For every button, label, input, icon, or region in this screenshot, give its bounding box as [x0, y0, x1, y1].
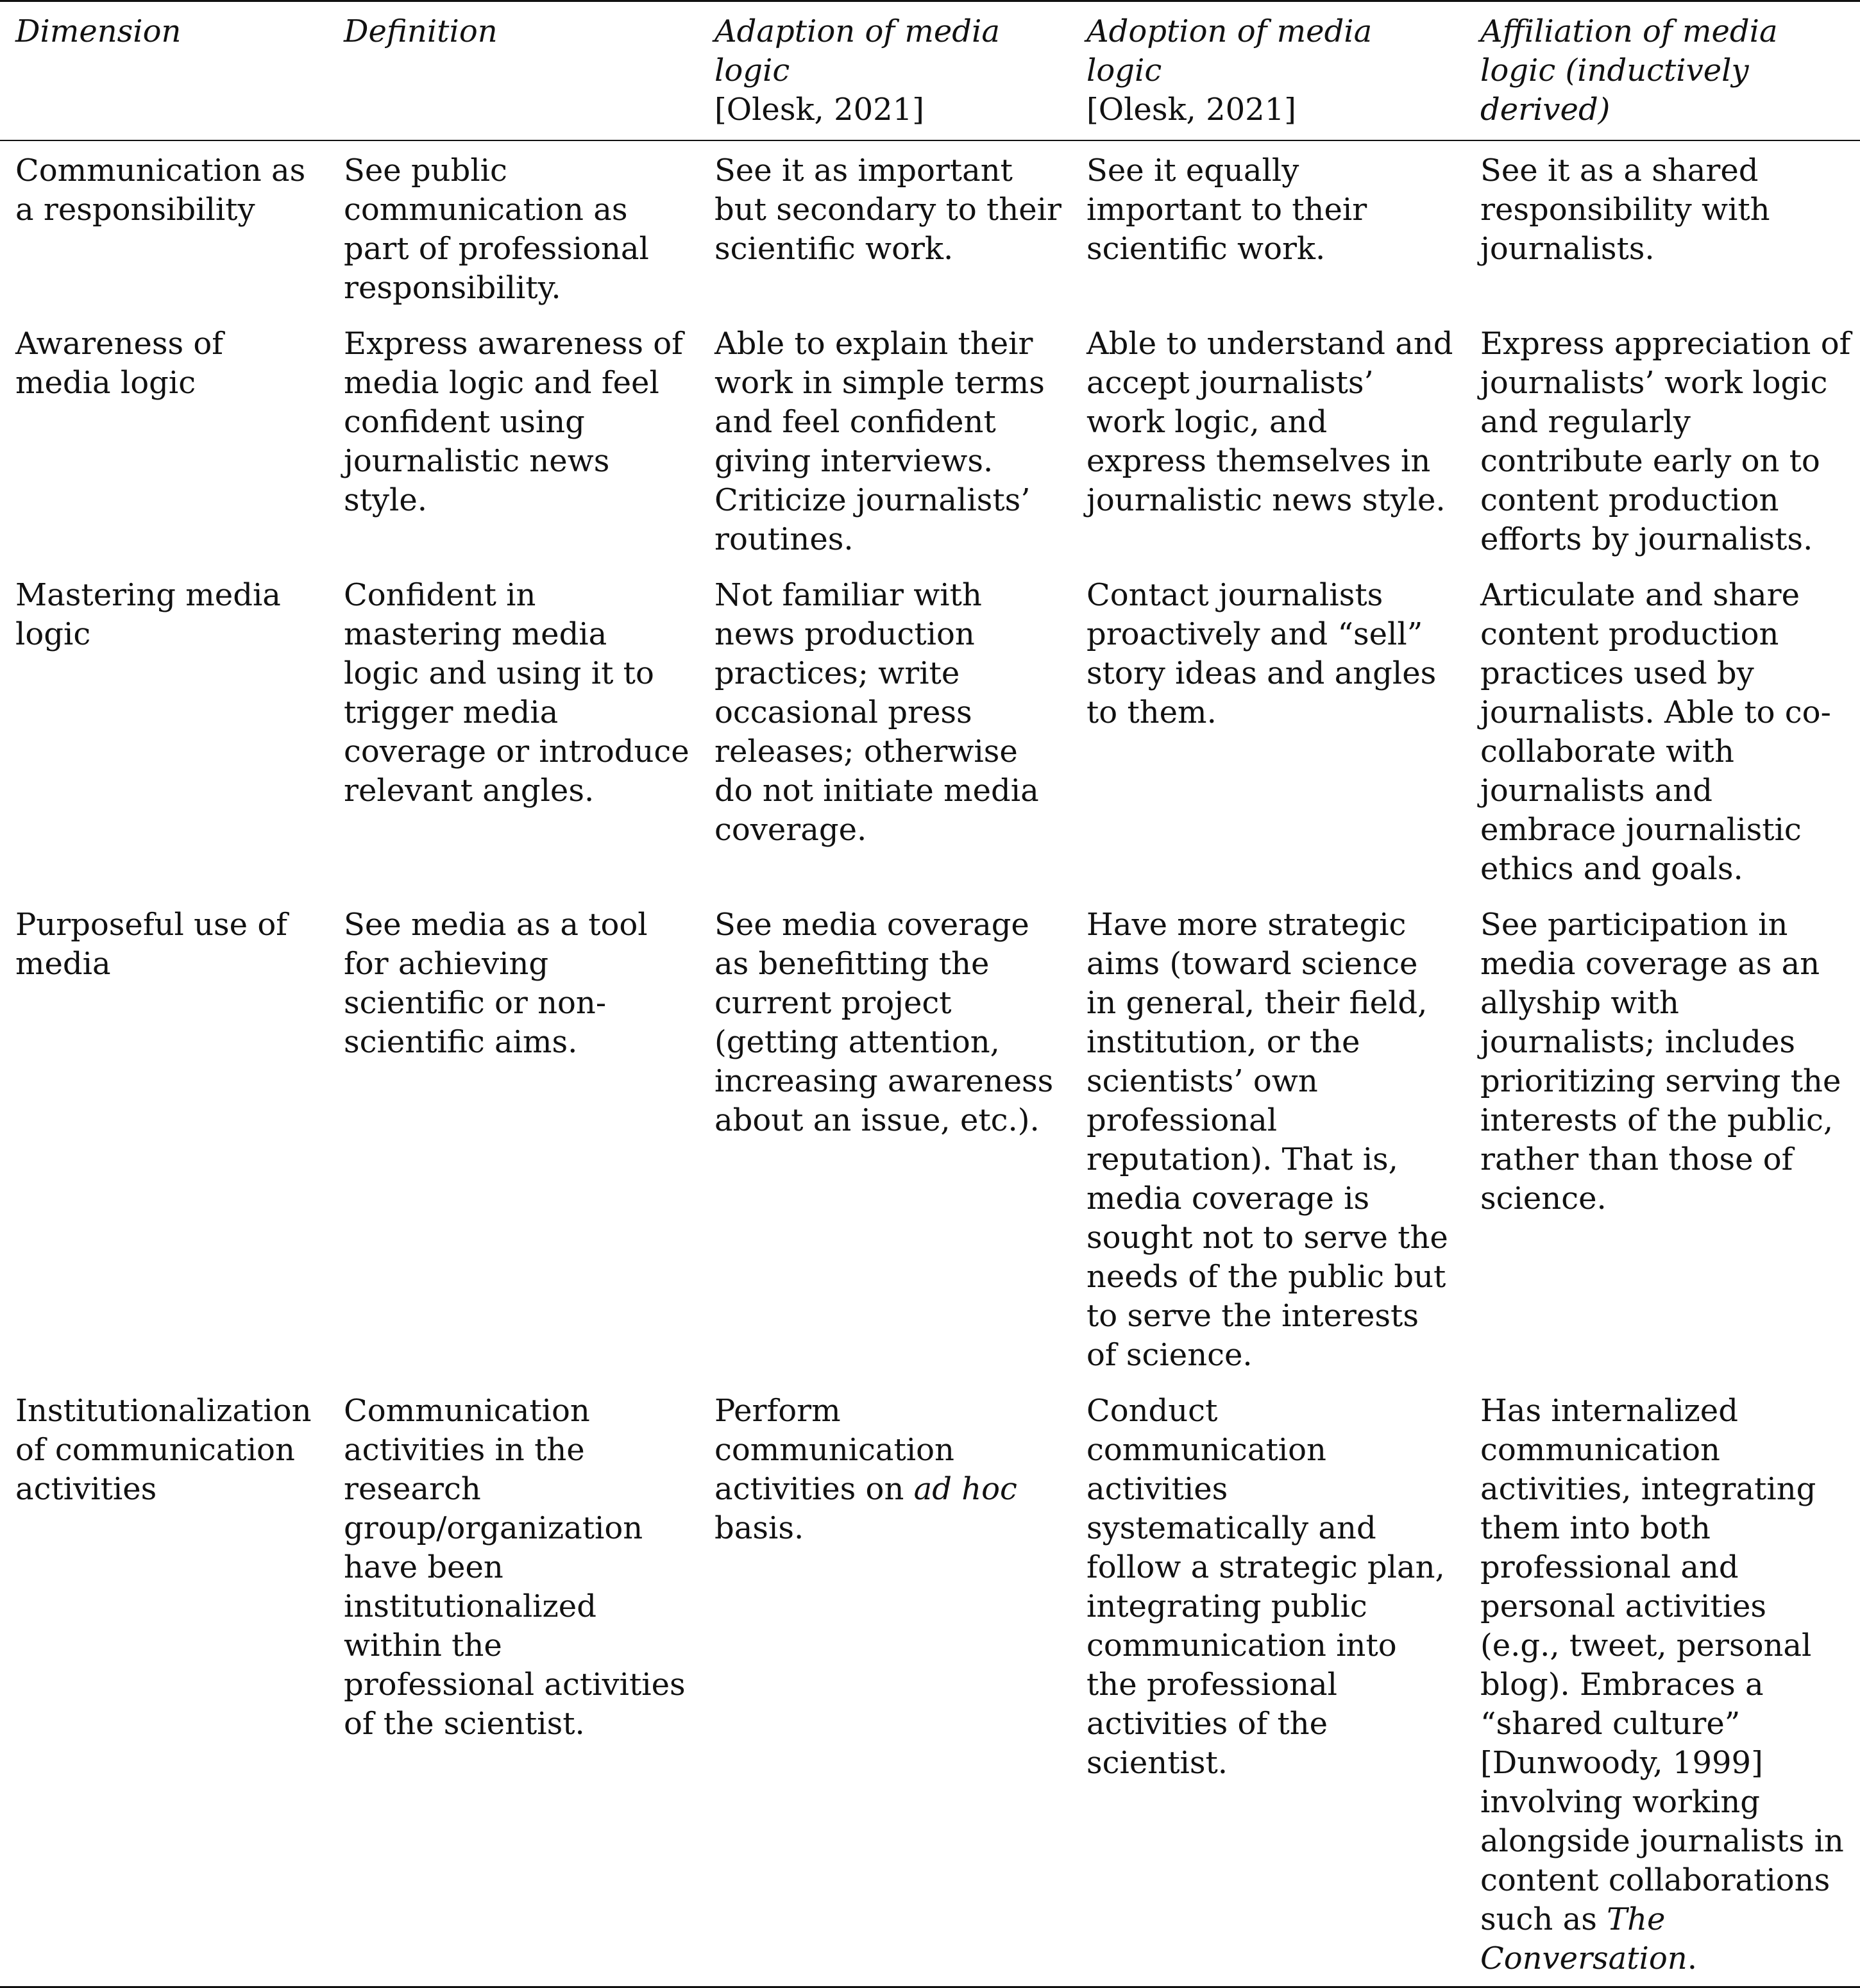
cell-dimension: Purposeful use of media — [15, 907, 287, 982]
cell-dimension: Institutionalization of communication activities — [15, 1393, 312, 1507]
cell-adoption: Have more strategic aims (toward science in general, their field, institution, or the scientists’ own professional reputation). That is, media coverage is sought not to serve the needs of the public but to serve the interests of science. — [1086, 907, 1448, 1373]
header-adoption-label: Adoption of media logic — [1086, 13, 1373, 88]
cell-dimension: Awareness of media logic — [15, 326, 224, 401]
table-row — [0, 140, 1860, 316]
header-affiliation-label: Affiliation of media logic (inductively derived) — [1480, 13, 1778, 128]
cell-definition: Express awareness of media logic and feel confident using journalistic news style. — [344, 326, 683, 518]
cell-affiliation-emphasis: The Conversation — [1480, 1901, 1687, 1976]
cell-affiliation — [1465, 1383, 1860, 1987]
cell-adaption: Able to explain their work in simple terms and feel confident giving interviews. Criticize journalists’ routines. — [714, 326, 1045, 557]
table-header — [0, 1, 1860, 141]
cell-dimension: Mastering media logic — [15, 577, 281, 652]
cell-adoption: Able to understand and accept journalists’ work logic, and express themselves in journalistic news style. — [1086, 326, 1453, 518]
header-adoption — [1071, 1, 1465, 141]
header-definition-label: Definition — [344, 13, 498, 49]
table-row — [0, 1383, 1860, 1987]
cell-affiliation: Express appreciation of journalists’ work logic and regularly contribute early on to content production efforts by journalists. — [1480, 326, 1851, 557]
cell-adoption: See it equally important to their scientific work. — [1086, 153, 1367, 267]
cell-adaption: See media coverage as benefitting the current project (getting attention, increasing awareness about an issue, etc.). — [714, 907, 1054, 1138]
header-adoption-citation: [Olesk, 2021] — [1086, 92, 1296, 128]
header-dimension — [0, 1, 328, 141]
table-row — [0, 567, 1860, 897]
cell-adaption — [699, 1383, 1071, 1987]
cell-affiliation: See it as a shared responsibility with journalists. — [1480, 153, 1770, 267]
cell-definition: See media as a tool for achieving scientific or non-scientific aims. — [344, 907, 648, 1060]
table-row — [0, 316, 1860, 567]
cell-affiliation-text: Has internalized communication activities, integrating them into both professional and personal activities (e.g., tweet, personal blog). Embraces a “shared culture” [Dunwoody, 1999] involving working alongside journalists in content collaborations such as — [1480, 1393, 1844, 1937]
cell-definition: See public communication as part of professional responsibility. — [344, 153, 649, 306]
header-dimension-label: Dimension — [15, 13, 182, 49]
cell-adoption: Contact journalists proactively and “sell” story ideas and angles to them. — [1086, 577, 1437, 730]
table-row — [0, 897, 1860, 1383]
cell-affiliation-text-end: . — [1687, 1941, 1697, 1976]
header-adaption — [699, 1, 1071, 141]
cell-definition: Communication activities in the research group/organization have been institutionalized within the professional activities of the scientist. — [344, 1393, 686, 1742]
header-definition — [328, 1, 699, 141]
cell-definition: Confident in mastering media logic and using it to trigger media coverage or introduce relevant angles. — [344, 577, 689, 809]
cell-dimension: Communication as a responsibility — [15, 153, 306, 228]
cell-adaption-text: Perform communication activities on — [714, 1393, 954, 1507]
table-body — [0, 140, 1860, 1987]
cell-adaption-text-end: basis. — [714, 1510, 804, 1546]
cell-affiliation: See participation in media coverage as an allyship with journalists; includes prioritizing serving the interests of the public, rather than those of science. — [1480, 907, 1841, 1217]
header-affiliation — [1465, 1, 1860, 141]
cell-adaption: Not familiar with news production practices; write occasional press releases; otherwise do not initiate media coverage. — [714, 577, 1039, 848]
cell-adoption: Conduct communication activities systematically and follow a strategic plan, integrating public communication into the professional activities of the scientist. — [1086, 1393, 1445, 1781]
cell-adaption: See it as important but secondary to their scientific work. — [714, 153, 1061, 267]
header-adaption-citation: [Olesk, 2021] — [714, 92, 924, 128]
header-adaption-label: Adaption of media logic — [714, 13, 1000, 88]
cell-affiliation: Articulate and share content production practices used by journalists. Able to co-collaborate with journalists and embrace journalistic ethics and goals. — [1480, 577, 1831, 887]
cell-adaption-emphasis: ad hoc — [913, 1471, 1017, 1507]
header-row — [0, 1, 1860, 141]
